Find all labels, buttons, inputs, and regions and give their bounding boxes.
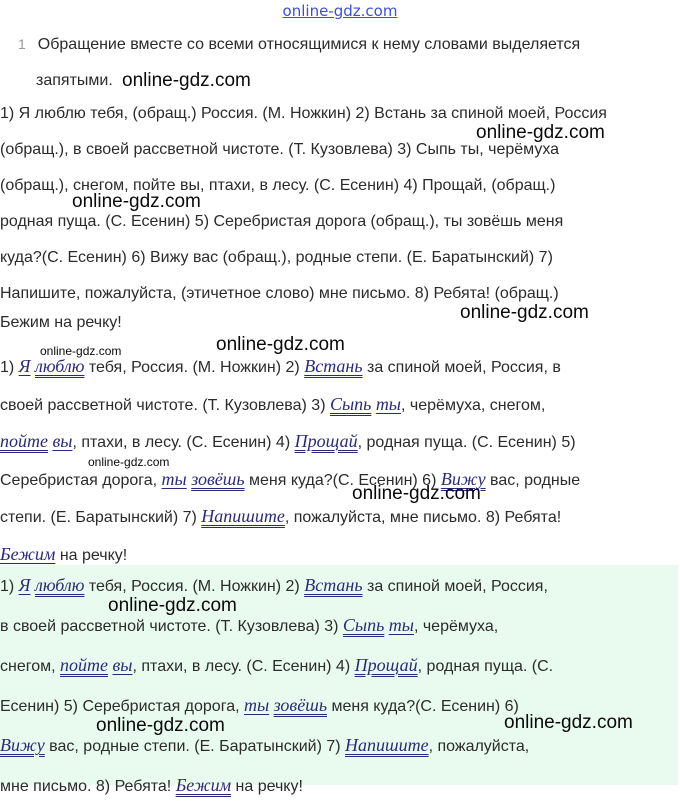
subject-word: вы	[112, 655, 133, 675]
subject-word: ты	[161, 468, 187, 489]
subject-word: Я	[18, 356, 31, 376]
text-line: родная пуща. (С. Есенин) 5) Серебристая дорога (обращ.), ты зовёшь меня	[0, 213, 564, 230]
watermark: online-gdz.com	[108, 595, 237, 616]
predicate-word: люблю	[34, 575, 85, 595]
predicate-word: Встань	[304, 356, 363, 376]
predicate-word: Прощай	[354, 655, 418, 675]
text-line: степи. (Е. Баратынский) 7) Напишите, пожалуйста, мне письмо. 8) Ребята!	[0, 506, 562, 526]
predicate-word: Вижу	[0, 735, 45, 755]
predicate-word: Встань	[304, 575, 363, 595]
text-line: 1) Я люблю тебя, Россия. (М. Ножкин) 2) Встань за спиной моей, Россия, в	[0, 356, 561, 376]
watermark: online-gdz.com	[40, 344, 122, 358]
site-link[interactable]: online-gdz.com	[282, 2, 398, 20]
text-line: пойте вы, птахи, в лесу. (С. Есенин) 4) Прощай, родная пуща. (С. Есенин) 5)	[0, 431, 576, 451]
predicate-word: Напишите	[201, 506, 285, 526]
predicate-word: Напишите	[345, 735, 429, 755]
subject-word: вы	[52, 431, 73, 451]
task-text-line1: Обращение вместе со всеми относящимися к нему словами выделяется	[37, 36, 581, 53]
text-line: (обращ.), в своей рассветной чистоте. (Т. Кузовлева) 3) Сыпь ты, черёмуха	[0, 141, 560, 158]
text-line: Есенин) 5) Серебристая дорога, ты зовёшь меня куда?(С. Есенин) 6)	[0, 695, 519, 715]
subject-word: ты	[243, 695, 270, 715]
predicate-word: Прощай	[294, 431, 358, 451]
watermark: online-gdz.com	[504, 712, 633, 733]
text-line: 1) Я люблю тебя, Россия. (М. Ножкин) 2) Встань за спиной моей, Россия,	[0, 575, 548, 595]
watermark: online-gdz.com	[352, 483, 481, 504]
text-line: Вижу вас, родные степи. (Е. Баратынский) 7) Напишите, пожалуйста,	[0, 735, 530, 755]
predicate-word: Сыпь	[342, 615, 385, 635]
watermark: online-gdz.com	[460, 302, 589, 323]
watermark: online-gdz.com	[122, 70, 251, 91]
text-line: Напишите, пожалуйста, (этичетное слово) мне письмо. 8) Ребята! (обращ.)	[0, 285, 559, 302]
text-line: (обращ.), снегом, пойте вы, птахи, в лесу. (С. Есенин) 4) Прощай, (обращ.)	[0, 177, 556, 194]
watermark: online-gdz.com	[216, 334, 345, 355]
watermark: online-gdz.com	[88, 455, 170, 469]
task-statement	[18, 34, 580, 55]
subject-word: Я	[18, 575, 31, 595]
text-line: мне письмо. 8) Ребята! Бежим на речку!	[0, 775, 303, 795]
text-line: 1) Я люблю тебя, (обращ.) Россия. (М. Ножкин) 2) Встань за спиной моей, Россия	[0, 105, 607, 122]
subject-word: ты	[388, 615, 414, 635]
text-line: Бежим на речку!	[0, 543, 128, 564]
predicate-word: Бежим	[0, 543, 56, 564]
text-line: снегом, пойте вы, птахи, в лесу. (С. Есенин) 4) Прощай, родная пуща. (С.	[0, 655, 554, 675]
predicate-word: Вижу	[440, 468, 486, 489]
predicate-word: люблю	[34, 356, 85, 376]
answer-block	[0, 565, 678, 795]
predicate-word: пойте	[0, 431, 48, 451]
predicate-word: зовёшь	[273, 695, 328, 715]
text-line: в своей рассветной чистоте. (Т. Кузовлева) 3) Сыпь ты, черёмуха,	[0, 615, 499, 635]
text-line: Бежим на речку!	[0, 314, 122, 331]
watermark: online-gdz.com	[96, 715, 225, 736]
task-text-line2: запятыми.	[36, 72, 113, 89]
predicate-word: пойте	[60, 655, 109, 675]
task-number: 1	[18, 36, 26, 52]
watermark: online-gdz.com	[476, 122, 605, 143]
predicate-word: зовёшь	[191, 468, 245, 489]
watermark: online-gdz.com	[72, 191, 201, 212]
text-line: Серебристая дорога, ты зовёшь меня куда?(С. Есенин) 6) Вижу вас, родные	[0, 468, 581, 489]
predicate-word: Бежим	[175, 775, 232, 795]
text-line: своей рассветной чистоте. (Т. Кузовлева) 3) Сыпь ты, черёмуха, снегом,	[0, 393, 546, 414]
text-line: куда?(С. Есенин) 6) Вижу вас (обращ.), родные степи. (Е. Баратынский) 7)	[0, 249, 553, 266]
subject-word: ты	[375, 393, 402, 414]
predicate-word: Сыпь	[329, 393, 372, 414]
